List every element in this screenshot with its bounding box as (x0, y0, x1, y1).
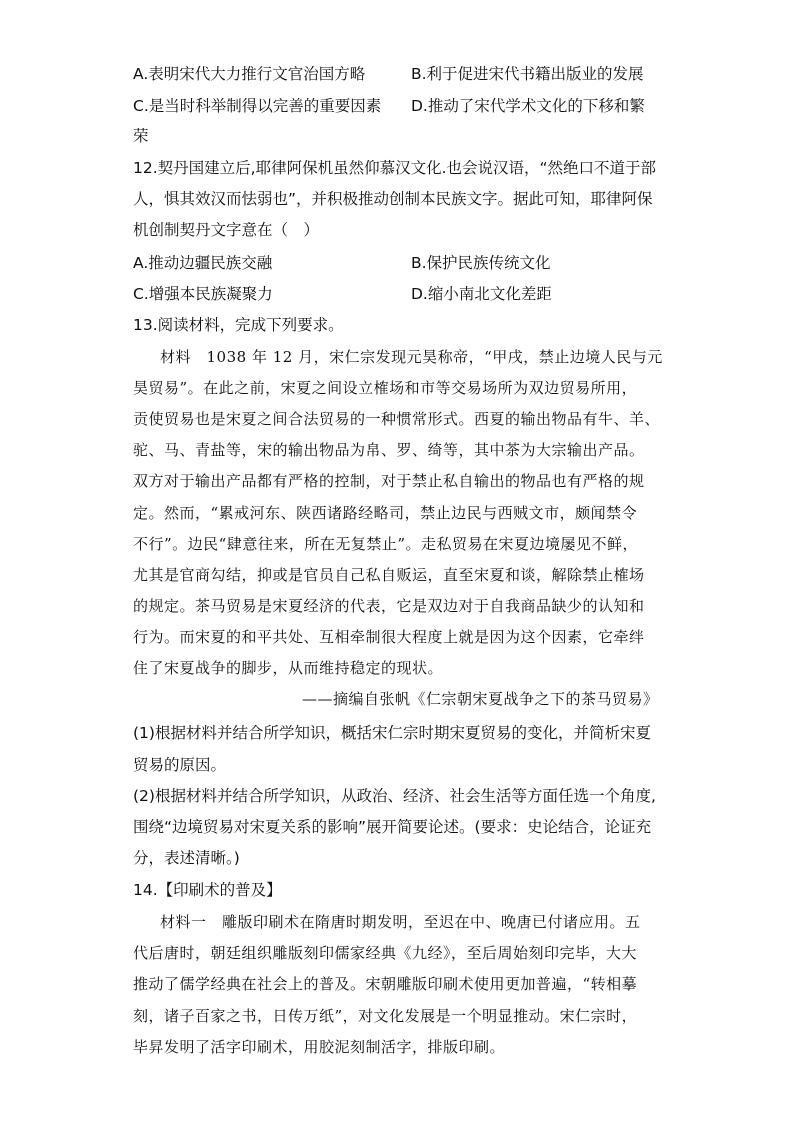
q13-material-line: 尤其是官商勾结，抑或是官员自己私自贩运，直至宋夏和谈，解除禁止榷场 (133, 566, 645, 584)
q13-source-citation: ——摘编自张帆《仁宗朝宋夏战争之下的茶马贸易》 (302, 690, 659, 708)
q13-material-line: 行为。而宋夏的和平共处、互相牵制很大程度上就是因为这个因素，它牵绊 (133, 628, 645, 646)
q13-sub2-line2: 围绕“边境贸易对宋夏关系的影响”展开简要论述。(要求：史论结合，论证充 (133, 818, 652, 836)
q13-sub2-line3: 分，表述清晰。) (133, 849, 240, 867)
q12-option-c: C.增强本民族凝聚力 (133, 285, 273, 303)
q13-material-line: 昊贸易”。在此之前，宋夏之间设立榷场和市等交易场所为双边贸易所用， (133, 379, 638, 397)
q12-stem-line2: 人，惧其效汉而怯弱也”，并积极推动创制本民族文字。据此可知，耶律阿保 (133, 190, 653, 208)
q14-material-line: 毕昇发明了活字印刷术，用胶泥刻制活字，排版印刷。 (133, 1038, 506, 1056)
q12-option-d: D.缩小南北文化差距 (411, 285, 552, 303)
q11-option-b: B.利于促进宋代书籍出版业的发展 (411, 65, 644, 83)
q14-material-line: 刻，诸子百家之书，日传万纸”，对文化发展是一个明显推动。宋仁宗时， (133, 1007, 638, 1025)
q11-option-a: A.表明宋代大力推行文官治国方略 (133, 65, 366, 83)
q14-material-line: 材料一 雕版印刷术在隋唐时期发明，至迟在中、晚唐已付诸应用。五 (160, 913, 641, 931)
q11-option-d: D.推动了宋代学术文化的下移和繁 (411, 97, 645, 115)
q13-material-line: 双方对于输出产品都有严格的控制，对于禁止私自输出的物品也有严格的规 (133, 472, 645, 490)
q12-stem-line3: 机创制契丹文字意在（ ） (133, 221, 320, 239)
q13-material-line: 贡使贸易也是宋夏之间合法贸易的一种惯常形式。西夏的输出物品有牛、羊、 (133, 410, 661, 428)
q13-material-line: 不行”。边民“肆意往来，所在无复禁止”。走私贸易在宋夏边境屡见不鲜， (133, 535, 639, 553)
q14-material-line: 代后唐时，朝廷组织雕版刻印儒家经典《九经》，至后周始刻印完毕，大大 (133, 944, 638, 962)
q14-material-line: 推动了儒学经典在社会上的普及。宋朝雕版印刷术使用更加普遍，“转相摹 (133, 975, 638, 993)
q13-material-line: 定。然而，“累戒河东、陕西诸路经略司，禁止边民与西贼文市，颇闻禁令 (133, 504, 638, 522)
q12-option-a: A.推动边疆民族交融 (133, 254, 273, 272)
q13-sub2-line1: (2)根据材料并结合所学知识，从政治、经济、社会生活等方面任选一个角度, (133, 787, 656, 805)
q11-option-d-continued: 荣 (133, 127, 149, 145)
q12-option-b: B.保护民族传统文化 (411, 254, 551, 272)
q14-heading: 14.【印刷术的普及】 (133, 881, 282, 899)
q13-sub1-line2: 贸易的原因。 (133, 756, 227, 774)
q12-stem-line1: 12.契丹国建立后,耶律阿保机虽然仰慕汉文化.也会说汉语，“然绝口不道于部 (133, 159, 657, 177)
q13-heading: 13.阅读材料，完成下列要求。 (133, 316, 344, 334)
q11-option-c: C.是当时科举制得以完善的重要因素 (133, 97, 382, 115)
q13-sub1-line1: (1)根据材料并结合所学知识，概括宋仁宗时期宋夏贸易的变化，并简析宋夏 (133, 724, 651, 742)
q13-material-line: 的规定。茶马贸易是宋夏经济的代表，它是双边对于自我商品缺少的认知和 (133, 597, 645, 615)
q13-material-line: 材料 1038 年 12 月，宋仁宗发现元昊称帝，“甲戌，禁止边境人民与元 (160, 348, 663, 366)
q13-material-line: 驼、马、青盐等，宋的输出物品为帛、罗、绮等，其中茶为大宗输出产品。 (133, 441, 645, 459)
q13-material-line: 住了宋夏战争的脚步，从而维持稳定的现状。 (133, 659, 444, 677)
